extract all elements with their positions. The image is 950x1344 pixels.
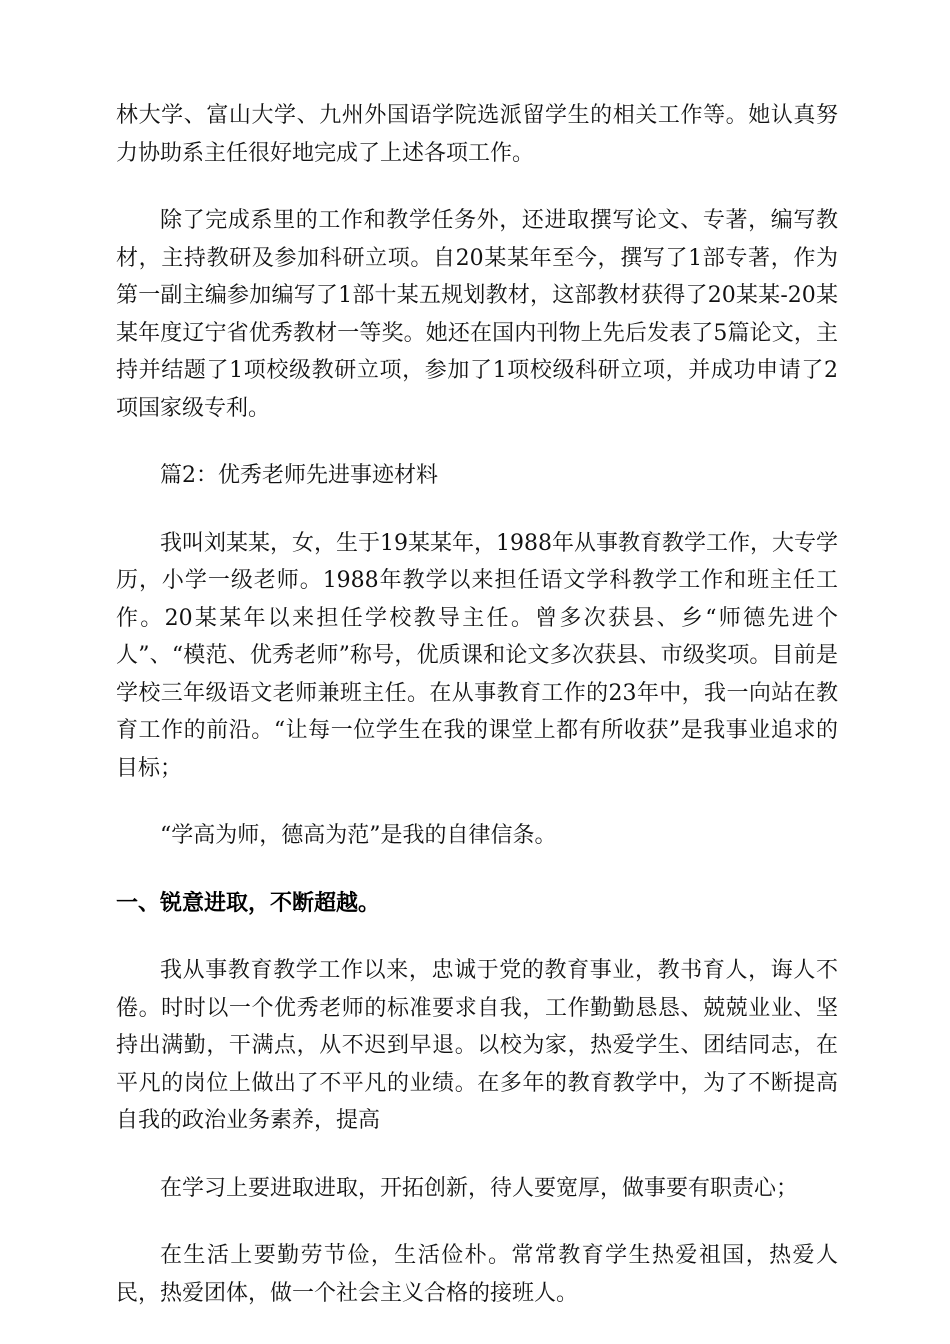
heading-section-1: 一、锐意进取，不断超越。 [116,890,381,916]
section-title-part-2: 篇2：优秀老师先进事迹材料 [160,463,438,488]
paragraph-self-introduction: 我叫刘某某，女，生于19某某年，1988年从事教育教学工作，大专学历，小学一级老师。1988年教学以来担任语文学科教学工作和班主任工作。20某某年以来担任学校教导主任。曾多次获县、乡“师德先进个人”、“模范、优秀老师”称号，优质课和论文多次获县、市级奖项。目前是学校三年级语文老师兼班主任。在从事教育工作的23年中，我一向站在教育工作的前沿。“让每一位学生在我的课堂上都有所收获”是我事业追求的目标； [116,530,838,781]
paragraph-work-attitude: 我从事教育教学工作以来，忠诚于党的教育事业，教书育人，诲人不倦。时时以一个优秀老师的标准要求自我，工作勤勤恳恳、兢兢业业、坚持出满勤，干满点，从不迟到早退。以校为家，热爱学生、团结同志，在平凡的岗位上做出了不平凡的业绩。在多年的教育教学中，为了不断提高自我的政治业务素养，提高 [116,958,838,1133]
paragraph-continuation: 林大学、富山大学、九州外国语学院选派留学生的相关工作等。她认真努力协助系主任很好地完成了上述各项工作。 [116,103,838,166]
paragraph-motto: “学高为师，德高为范”是我的自律信条。 [160,823,557,848]
paragraph-study: 在学习上要进取进取，开拓创新，待人要宽厚，做事要有职责心； [160,1175,799,1201]
paragraph-life: 在生活上要勤劳节俭，生活俭朴。常常教育学生热爱祖国，热爱人民，热爱团体，做一个社会主义合格的接班人。 [116,1243,838,1306]
paragraph-achievements: 除了完成系里的工作和教学任务外，还进取撰写论文、专著，编写教材，主持教研及参加科研立项。自20某某年至今，撰写了1部专著，作为第一副主编参加编写了1部十某五规划教材，这部教材获得了20某某-20某某年度辽宁省优秀教材一等奖。她还在国内刊物上先后发表了5篇论文，主持并结题了1项校级教研立项，参加了1项校级科研立项，并成功申请了2项国家级专利。 [116,208,838,421]
